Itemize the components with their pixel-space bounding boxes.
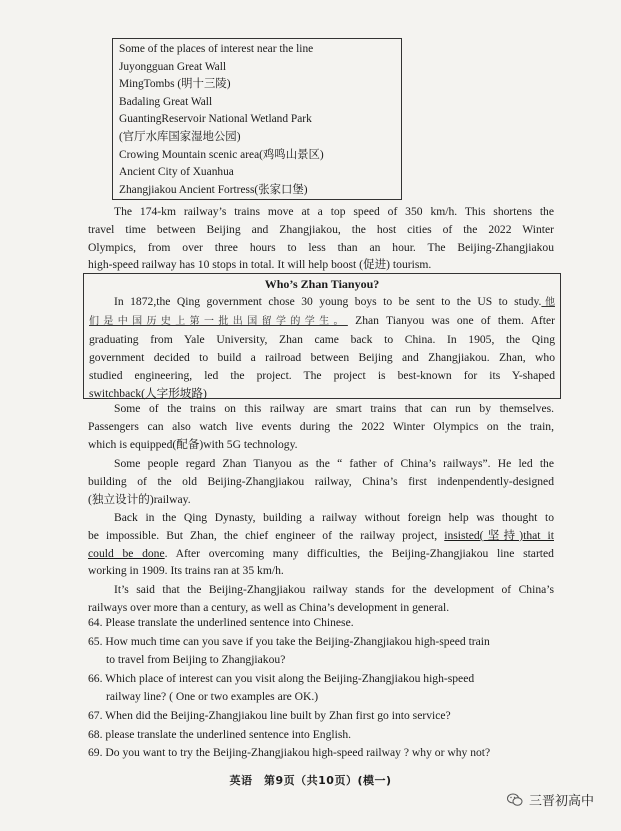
- underlined-sentence-68-cont: could be done: [88, 546, 165, 560]
- question-66: 66. Which place of interest can you visit along the Beijing-Zhangjiakou high-speed: [88, 671, 475, 685]
- underlined-sentence-68: insisted(坚持)that it: [444, 528, 554, 542]
- zhan-tianyou-box: Who’s Zhan Tianyou? In 1872,the Qing government chose 30 young boys to be sent to the US to study.他 们是中国历史上第一批出国留学的学生。 Zhan Tianyou was one of them. After graduating from Yale University, Zhan came back to China. In 1905, the Qing government decided to build a railroad between Beijing and Zhangjiakou. Zhan, who studied engineering, led the project. The project is best-known for its Y-shaped switchback(人字形坡路): [83, 273, 561, 399]
- paragraph-speed: The 174-km railway’s trains move at a top speed of 350 km/h. This shortens the travel time between Beijing and Zhangjiakou, the host cities of the 2022 Winter Olympics, from over three hours to less than an hour. The Beijing-Zhangjiakou high-speed railway has 10 stops in total. It will help boost (促进) tourism.: [88, 205, 554, 272]
- paragraph-qing-dynasty: Back in the Qing Dynasty, building a railway without foreign help was thought to be impossible. But Zhan, the chief engineer of the railway project, insisted(坚持)that it could be done. After overcoming many difficulties, the Beijing-Zhangjiakou line started working in 1909. Its trains ran at 35 km/h.: [88, 511, 554, 578]
- paragraph-development: It’s said that the Beijing-Zhangjiakou railway stands for the development of China’s railways over more than a century, as well as China’s development in general.: [88, 583, 554, 614]
- zhan-box-title: Who’s Zhan Tianyou?: [264, 277, 380, 291]
- place-item: (官厅水库国家湿地公园): [119, 130, 241, 143]
- page-footer: 英语 第9页（共10页）(模一): [229, 774, 392, 787]
- question-64: 64. Please translate the underlined sentence into Chinese.: [88, 616, 354, 629]
- paragraph-father-of-railways: Some people regard Zhan Tianyou as the “ father of China’s railways”. He led the building of the old Beijing-Zhangjiakou railway, China’s first indenpendently-designed (独立设计的)railway.: [88, 457, 554, 506]
- place-item: Badaling Great Wall: [119, 95, 213, 108]
- question-65: 65. How much time can you save if you take the Beijing-Zhangjiakou high-speed train: [88, 634, 490, 648]
- watermark: [507, 790, 594, 809]
- question-69: 69. Do you want to try the Beijing-Zhangjiakou high-speed railway ? why or why not?: [88, 746, 491, 760]
- question-68: 68. please translate the underlined sentence into English.: [88, 727, 352, 741]
- place-item: Crowing Mountain scenic area(鸡鸣山景区): [119, 148, 324, 161]
- place-item: GuantingReservoir National Wetland Park: [119, 113, 312, 126]
- place-item: Zhangjiakou Ancient Fortress(张家口堡): [119, 183, 308, 196]
- place-item: MingTombs (明十三陵): [119, 78, 231, 91]
- wechat-icon: [507, 793, 523, 807]
- underlined-sentence-64: 他: [541, 297, 555, 308]
- place-item: Ancient City of Xuanhua: [119, 166, 234, 179]
- places-heading: Some of the places of interest near the line: [119, 43, 314, 55]
- questions: 64. Please translate the underlined sentence into Chinese. 65. How much time can you save if you take the Beijing-Zhangjiakou high-speed train to travel from Beijing to Zhangjiakou? 66. Which place of interest can you visit along the Beijing-Zhangjiakou high-speed railway line? ( One or two examples are OK.) 67. When did the Beijing-Zhangjiakou line built by Zhan first go into service? 68. please translate the underlined sentence into English. 69. Do you want to try the Beijing-Zhangjiakou high-speed railway ? why or why not?: [88, 614, 558, 763]
- underlined-sentence-64-cont: 们是中国历史上第一批出国留学的学生。: [89, 316, 348, 327]
- watermark-text: 三晋初高中: [529, 794, 595, 809]
- question-67: 67. When did the Beijing-Zhangjiakou line built by Zhan first go into service?: [88, 708, 451, 722]
- places-of-interest-box: [112, 38, 402, 200]
- paragraph-smart-trains: Some of the trains on this railway are smart trains that can run by themselves. Passengers can also watch live events during the 2022 Winter Olympics on the train, which is equipped(配备)with 5G technology.: [88, 402, 554, 451]
- place-item: Juyongguan Great Wall: [119, 60, 227, 73]
